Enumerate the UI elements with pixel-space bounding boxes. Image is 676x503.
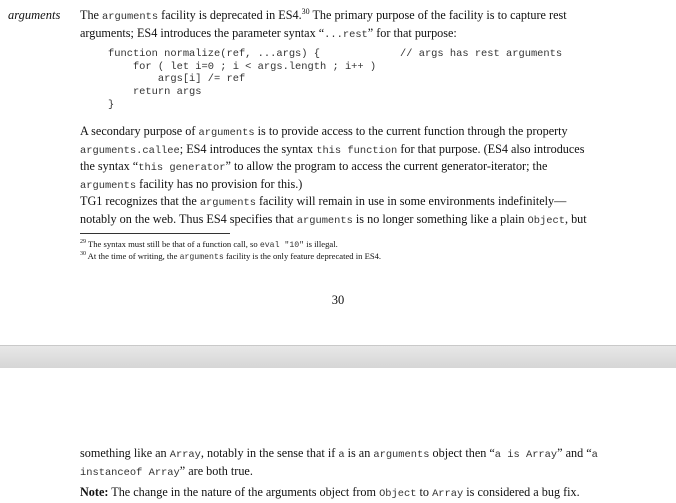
text-run: is illegal. — [304, 239, 338, 249]
glossary-term: arguments — [8, 8, 61, 22]
text-run: something like an — [80, 446, 170, 460]
text-line — [80, 142, 590, 160]
text-run: to — [416, 485, 433, 499]
text-run: The — [80, 8, 102, 22]
text-line — [80, 177, 590, 195]
code-inline: eval "10" — [259, 241, 305, 250]
text-line — [80, 464, 590, 482]
text-run: ” for that purpose: — [367, 25, 457, 40]
paragraph-tg1 — [80, 194, 590, 229]
text-line — [80, 194, 590, 212]
page-separator — [0, 345, 676, 369]
text-run: At the time of writing, the — [86, 251, 180, 261]
text-run: is an — [344, 446, 374, 460]
text-line — [80, 485, 590, 503]
text-run: Note: — [80, 485, 109, 499]
text-run: is considered a bug fix. — [463, 485, 580, 499]
text-run: facility will remain in use in some environments indefinitely— — [255, 194, 567, 208]
code-inline: arguments — [199, 197, 256, 209]
text-run: ; ES4 introduces the syntax — [179, 141, 317, 156]
code-inline: arguments — [80, 179, 137, 192]
text-run: facility is deprecated in ES4. — [158, 8, 302, 22]
text-run: facility is the only feature deprecated in ES4. — [223, 251, 382, 261]
note-paragraph — [80, 485, 590, 503]
text-line — [80, 8, 590, 26]
text-run: is no longer something like a plain — [352, 211, 528, 226]
paragraph-deprecation — [80, 8, 590, 43]
text-run: ” to allow the program to access the current generator-iterator; the — [225, 159, 548, 173]
text-line — [80, 446, 598, 464]
text-line — [80, 26, 590, 44]
footnote-29 — [80, 239, 338, 251]
code-inline: ...rest — [324, 28, 368, 41]
text-line — [80, 212, 590, 230]
document-page-31 — [0, 368, 676, 503]
text-run: ” are both true. — [179, 463, 253, 478]
code-inline: arguments.callee — [80, 144, 180, 157]
code-inline: arguments — [296, 214, 353, 227]
text-run: facility has no provision for this.) — [136, 176, 303, 191]
text-run: notably on the web. Thus ES4 specifies that — [80, 211, 297, 226]
code-inline: arguments — [373, 449, 430, 461]
footnote-ref: 30 — [301, 6, 310, 16]
code-inline: a — [338, 449, 345, 461]
code-inline: this function — [316, 144, 398, 157]
footnote-divider — [80, 233, 230, 234]
text-run: is to provide access to the current function through the property — [254, 124, 568, 138]
text-run: TG1 recognizes that the — [80, 194, 200, 208]
text-line — [80, 124, 590, 142]
text-run: ” and “ — [557, 446, 592, 460]
text-run: object then “ — [429, 446, 495, 460]
code-example: function normalize(ref, ...args) { for ( let i=0 ; i < args.length ; i++ ) args[i] /= ref return args } — [108, 48, 377, 111]
text-line — [80, 159, 590, 177]
paragraph-array — [80, 446, 598, 481]
page-number: 30 — [331, 293, 345, 307]
code-inline: arguments — [198, 127, 255, 139]
code-inline: Object — [527, 214, 565, 227]
code-inline: a is Array — [494, 449, 558, 461]
code-inline: Object — [379, 488, 417, 500]
paragraph-callee — [80, 124, 590, 194]
footnote-ref: 30 — [80, 251, 86, 258]
code-inline: this generator — [138, 162, 226, 174]
text-run: The change in the nature of the arguments object from — [108, 485, 380, 499]
text-run: The primary purpose of the facility is to capture rest — [309, 8, 567, 22]
text-run: , but — [564, 211, 587, 226]
text-run: for that purpose. (ES4 also introduces — [397, 141, 585, 156]
code-inline: a — [591, 449, 598, 461]
code-inline: arguments — [102, 11, 159, 23]
text-run: arguments; ES4 introduces the parameter syntax “ — [80, 25, 325, 40]
text-run: The syntax must still be that of a function call, so — [86, 239, 260, 249]
code-inline: Array — [169, 449, 201, 461]
code-comment: // args has rest arguments — [400, 48, 563, 60]
text-run: the syntax “ — [80, 159, 139, 173]
code-inline: arguments — [179, 253, 224, 262]
footnote-30 — [80, 251, 381, 263]
code-inline: Array — [432, 488, 464, 500]
text-run: , notably in the sense that if — [200, 446, 339, 460]
code-inline: instanceof Array — [80, 466, 180, 479]
text-run: A secondary purpose of — [80, 124, 199, 138]
footnote-ref: 29 — [80, 239, 86, 246]
